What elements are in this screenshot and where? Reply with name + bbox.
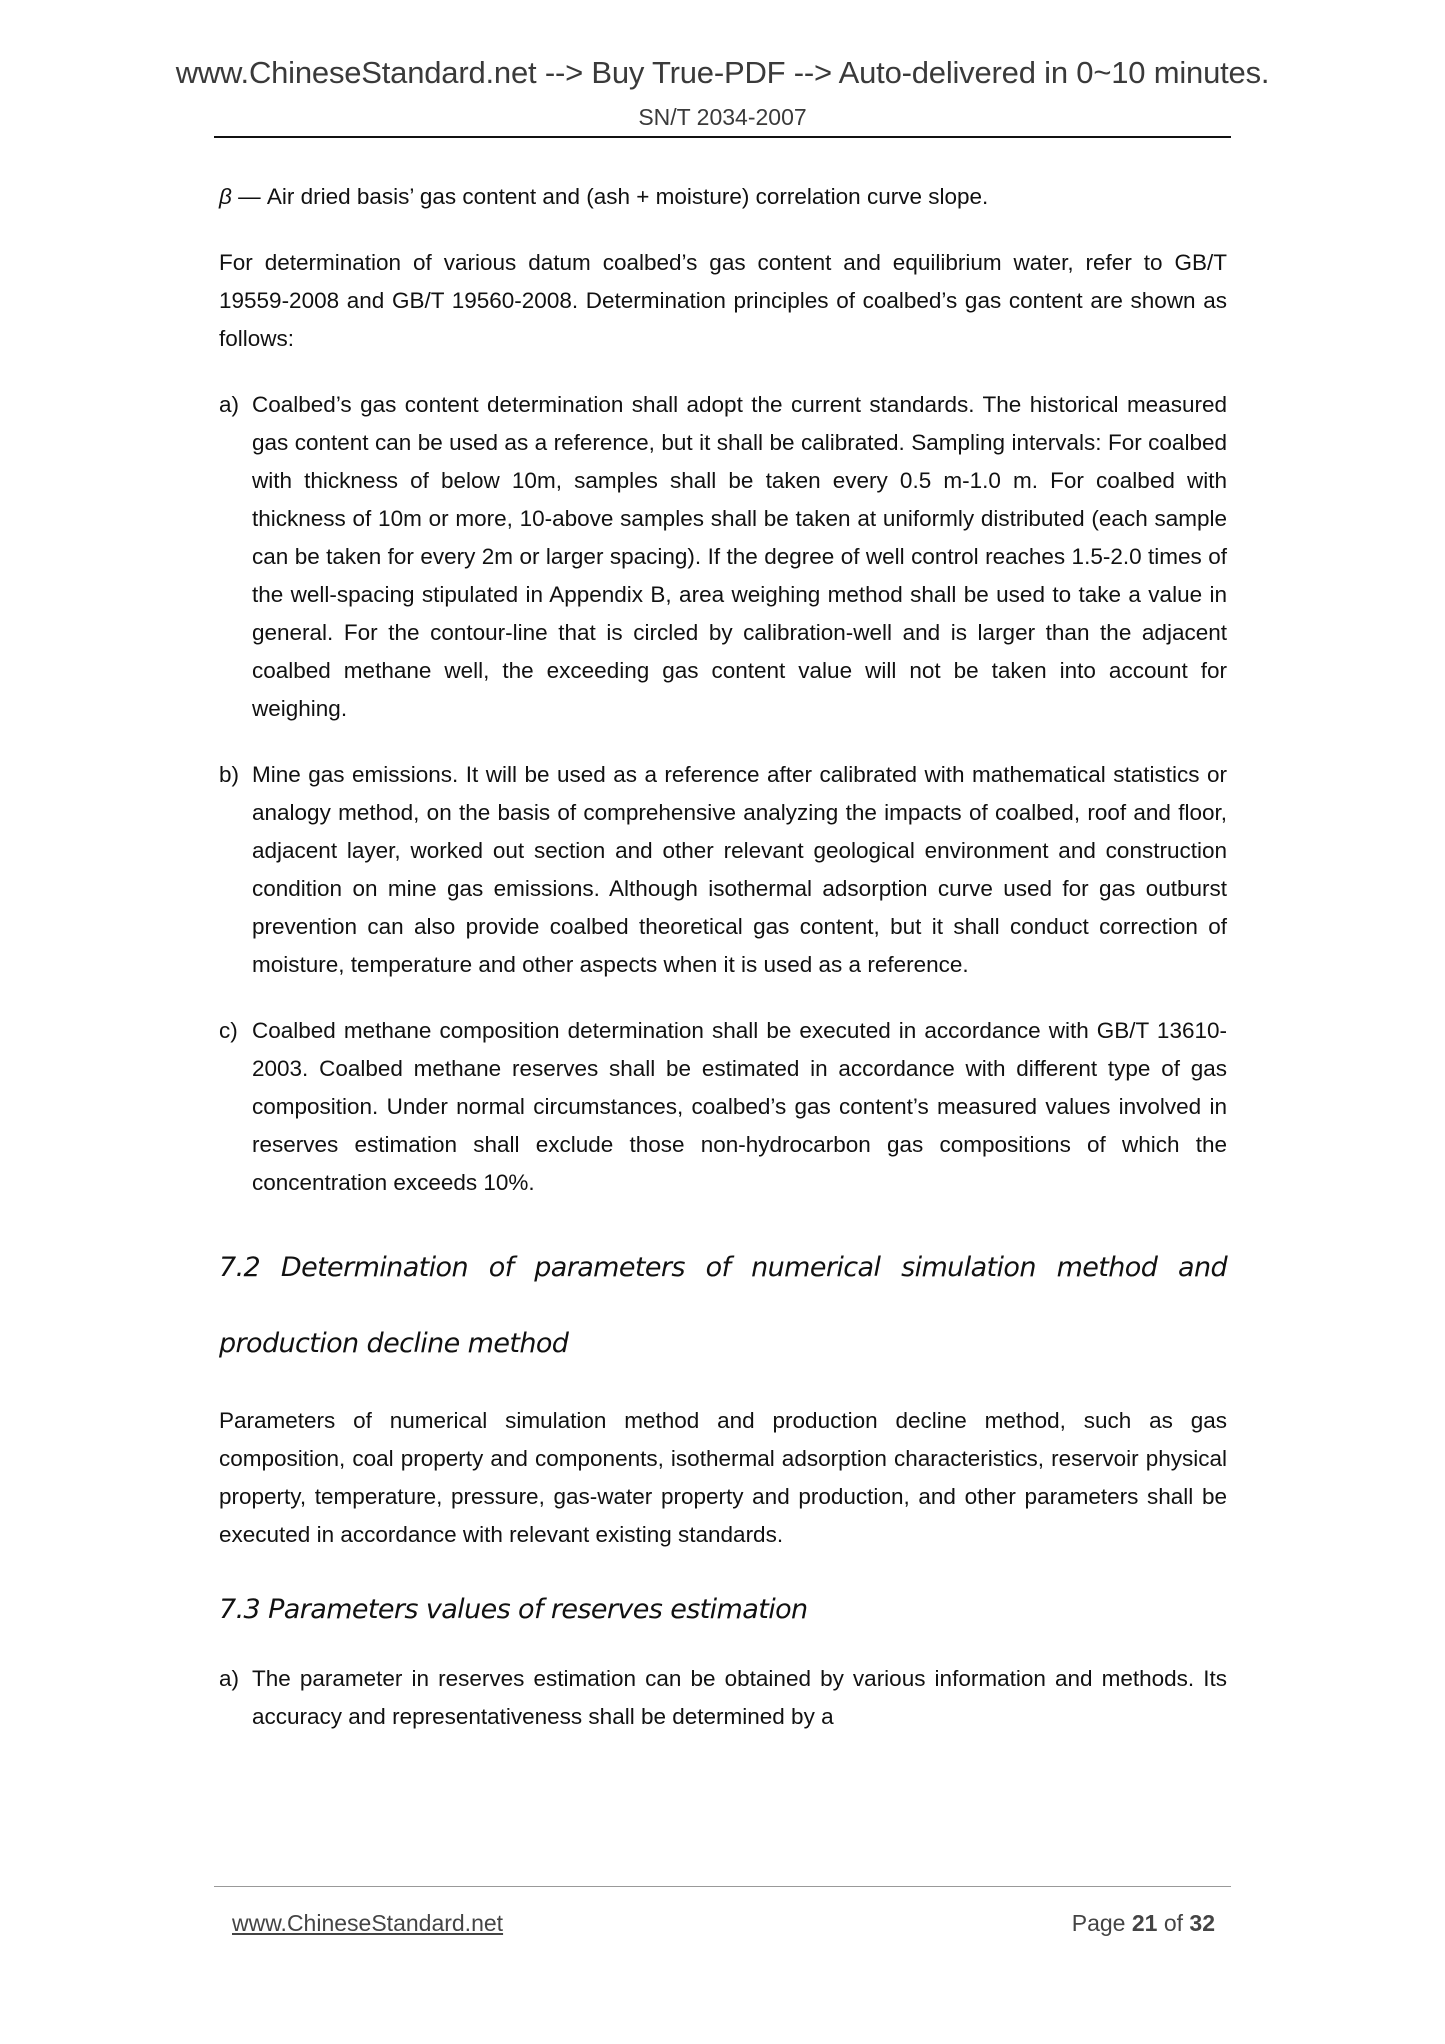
- list-item-text: The parameter in reserves estimation can be obtained by various information and methods. Its accuracy and representativeness shall be determined by a: [252, 1666, 1227, 1729]
- page-current: 21: [1131, 1910, 1158, 1936]
- list-marker: b): [219, 762, 240, 787]
- list-marker: a): [219, 1666, 240, 1691]
- list-item-text: Coalbed’s gas content determination shall adopt the current standards. The historical measured gas content can be used as a reference, but it shall be calibrated. Sampling intervals: For coalbed with thickness of below 10m, samples shall be taken every 0.5 m-1.0 m. For coalbed with thickness of 10m or more, 10-above samples shall be taken at uniformly distributed (each sample can be taken for every 2m or larger spacing). If the degree of well control reaches 1.5-2.0 times of the well-spacing stipulated in Appendix B, area weighing method shall be used to take a value in general. For the contour-line that is circled by calibration-well and is larger than the adjacent coalbed methane well, the exceeding gas content value will not be taken into account for weighing.: [252, 392, 1227, 721]
- page-content: [219, 178, 1227, 1764]
- list-item-text: Coalbed methane composition determination shall be executed in accordance with GB/T 13610-2003. Coalbed methane reserves shall be estimated in accordance with different type of gas composition. Under normal circumstances, coalbed’s gas content’s measured values involved in reserves estimation shall exclude those non-hydrocarbon gas compositions of which the concentration exceeds 10%.: [252, 1018, 1227, 1195]
- list-item: [219, 756, 1227, 984]
- section-7-2-paragraph: Parameters of numerical simulation method and production decline method, such as gas composition, coal property and components, isothermal adsorption characteristics, reservoir physical property, temperature, pressure, gas-water property and production, and other parameters shall be executed in accordance with relevant existing standards.: [219, 1408, 1227, 1547]
- list-item-text: Mine gas emissions. It will be used as a reference after calibrated with mathematical statistics or analogy method, on the basis of comprehensive analyzing the impacts of coalbed, roof and floor, adjacent layer, worked out section and other relevant geological environment and construction condition on mine gas emissions. Although isothermal adsorption curve used for gas outburst prevention can also provide coalbed theoretical gas content, but it shall conduct correction of moisture, temperature and other aspects when it is used as a reference.: [252, 762, 1227, 977]
- intro-paragraph: For determination of various datum coalbed’s gas content and equilibrium water, refer to GB/T 19559-2008 and GB/T 19560-2008. Determination principles of coalbed’s gas content are shown as follows:: [219, 250, 1227, 351]
- footer-website-link[interactable]: www.ChineseStandard.net: [232, 1910, 504, 1936]
- list-marker: c): [219, 1018, 238, 1043]
- page-prefix: Page: [1071, 1910, 1132, 1936]
- page-total: 32: [1189, 1910, 1215, 1936]
- header-banner: www.ChineseStandard.net --> Buy True-PDF --> Auto-delivered in 0~10 minutes.: [175, 55, 1270, 90]
- section-heading-7-2: 7.2 Determination of parameters of numerical simulation method and production decline method: [219, 1252, 1227, 1359]
- beta-definition: [219, 178, 1227, 216]
- list-marker: a): [219, 392, 240, 417]
- beta-symbol: β: [219, 184, 232, 209]
- footer-rule: [214, 1886, 1231, 1887]
- list-item: [219, 386, 1227, 728]
- page-number: [1072, 1910, 1215, 1937]
- page-of: of: [1157, 1910, 1190, 1936]
- section-heading-7-3: 7.3 Parameters values of reserves estimation: [219, 1594, 808, 1625]
- standard-code: SN/T 2034-2007: [638, 104, 807, 130]
- header-rule: [214, 136, 1231, 138]
- list-item: [219, 1660, 1227, 1736]
- beta-definition-text: — Air dried basis’ gas content and (ash + moisture) correlation curve slope.: [231, 184, 989, 209]
- list-item: [219, 1012, 1227, 1202]
